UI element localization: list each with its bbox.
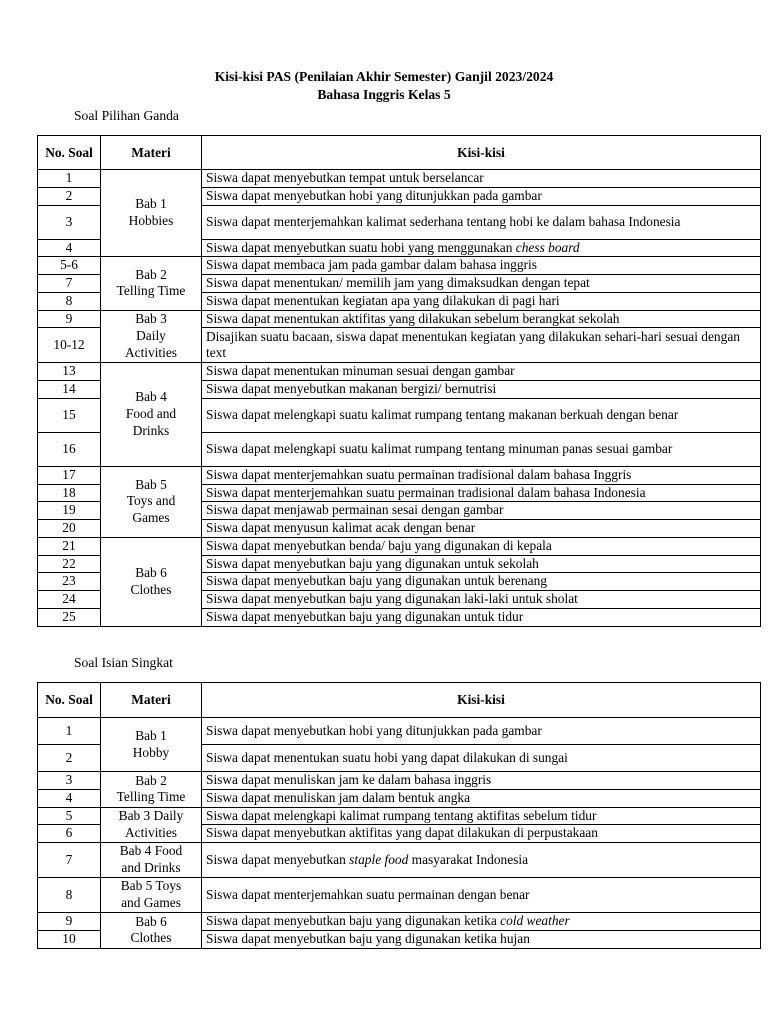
materi-line: Bab 3	[135, 311, 167, 327]
materi-line: Clothes	[130, 581, 172, 597]
cell-no-soal: 17	[38, 466, 101, 484]
kisi-text: Siswa dapat menyebutkan hobi yang ditunjukkan pada gambar	[206, 722, 542, 738]
kisi-text: Siswa dapat menentukan suatu hobi yang dapat dilakukan di sungai	[206, 749, 568, 765]
kisi-text: Siswa dapat menyebutkan hobi yang ditunjukkan pada gambar	[206, 187, 542, 203]
cell-kisi-kisi	[202, 257, 761, 275]
cell-kisi-kisi	[202, 555, 761, 573]
materi-line: Bab 2	[135, 772, 167, 788]
cell-kisi-kisi	[202, 292, 761, 310]
cell-materi	[101, 310, 202, 363]
kisi-text: Siswa dapat menyebutkan suatu hobi yang menggunakan	[206, 239, 516, 255]
materi-line: Hobbies	[128, 213, 174, 229]
kisi-text: Siswa dapat menuliskan jam dalam bentuk angka	[206, 789, 471, 805]
materi-line: Bab 4	[135, 389, 167, 405]
cell-no-soal: 14	[38, 381, 101, 399]
cell-no-soal: 4	[38, 789, 101, 807]
header-kisi-kisi: Kisi-kisi	[202, 683, 761, 718]
kisi-text: Siswa dapat menentukan/ memilih jam yang dimaksudkan dengan tepat	[206, 275, 590, 291]
materi-line: Hobby	[132, 744, 170, 760]
header-no-soal: No. Soal	[38, 683, 101, 718]
cell-kisi-kisi	[202, 608, 761, 626]
cell-kisi-kisi	[202, 363, 761, 381]
header-materi: Materi	[101, 136, 202, 170]
cell-kisi-kisi	[202, 591, 761, 609]
table-row	[38, 257, 761, 275]
cell-no-soal: 15	[38, 398, 101, 432]
materi-line: Bab 2	[135, 266, 167, 282]
cell-kisi-kisi	[202, 913, 761, 931]
cell-kisi-kisi	[202, 484, 761, 502]
kisi-italic-term: staple food	[349, 851, 409, 867]
cell-kisi-kisi	[202, 205, 761, 239]
cell-no-soal: 7	[38, 843, 101, 878]
cell-no-soal: 2	[38, 745, 101, 772]
kisi-text: Siswa dapat menentukan minuman sesuai dengan gambar	[206, 363, 515, 379]
section-label-isian-singkat: Soal Isian Singkat	[74, 655, 173, 670]
cell-no-soal: 9	[38, 310, 101, 328]
cell-no-soal: 8	[38, 878, 101, 913]
table-row	[38, 878, 761, 913]
cell-materi	[101, 718, 202, 772]
kisi-text: Siswa dapat menterjemahkan suatu permainan dengan benar	[206, 886, 530, 902]
table-header-row	[38, 136, 761, 170]
kisi-text: Siswa dapat melengkapi suatu kalimat rumpang tentang minuman panas sesuai gambar	[206, 441, 673, 457]
kisi-text: Siswa dapat menyebutkan baju yang digunakan ketika	[206, 913, 501, 929]
cell-kisi-kisi	[202, 520, 761, 538]
table-row	[38, 913, 761, 931]
table-pilihan-ganda	[37, 135, 761, 627]
materi-line: Bab 1	[135, 727, 167, 743]
cell-no-soal: 19	[38, 502, 101, 520]
kisi-text: Siswa dapat menyebutkan makanan bergizi/ bernutrisi	[206, 381, 497, 397]
materi-line: Bab 6	[135, 564, 167, 580]
materi-line: Activities	[124, 344, 178, 360]
cell-kisi-kisi	[202, 310, 761, 328]
document-title: Kisi-kisi PAS (Penilaian Akhir Semester) Ganjil 2023/2024	[214, 69, 554, 84]
table-row	[38, 170, 761, 188]
kisi-text: Siswa dapat menentukan kegiatan apa yang dilakukan di pagi hari	[206, 292, 560, 308]
cell-materi	[101, 537, 202, 626]
cell-materi	[101, 913, 202, 949]
cell-kisi-kisi	[202, 502, 761, 520]
kisi-text: masyarakat Indonesia	[408, 851, 529, 867]
materi-line: Bab 5 Toys	[120, 878, 182, 894]
materi-line: and Drinks	[121, 860, 181, 875]
cell-kisi-kisi	[202, 825, 761, 843]
materi-line: Games	[132, 510, 170, 526]
cell-materi	[101, 466, 202, 537]
cell-no-soal: 3	[38, 205, 101, 239]
cell-kisi-kisi	[202, 381, 761, 399]
materi-line: Daily	[136, 328, 166, 343]
cell-kisi-kisi	[202, 843, 761, 878]
cell-materi	[101, 843, 202, 878]
cell-no-soal: 5-6	[38, 257, 101, 275]
cell-materi	[101, 878, 202, 913]
kisi-text: Siswa dapat menyebutkan baju yang digunakan laki-laki untuk sholat	[206, 591, 578, 607]
cell-no-soal: 10	[38, 930, 101, 948]
kisi-italic-term: chess board	[515, 239, 580, 255]
materi-line: Telling Time	[116, 283, 186, 299]
kisi-text: Siswa dapat menyebutkan aktifitas yang dapat dilakukan di perpustakaan	[206, 825, 598, 841]
table-row	[38, 310, 761, 328]
cell-kisi-kisi	[202, 275, 761, 293]
header-materi: Materi	[101, 683, 202, 718]
kisi-text: Siswa dapat menyebutkan baju yang digunakan ketika hujan	[206, 930, 530, 946]
materi-line: Food and	[125, 406, 177, 422]
cell-kisi-kisi	[202, 187, 761, 205]
kisi-italic-term: cold weather	[500, 913, 570, 929]
cell-no-soal: 7	[38, 275, 101, 293]
materi-line: Toys and	[126, 493, 176, 509]
cell-no-soal: 25	[38, 608, 101, 626]
kisi-text: Siswa dapat menyebutkan baju yang digunakan untuk sekolah	[206, 555, 539, 571]
header-no-soal: No. Soal	[38, 136, 101, 170]
cell-no-soal: 20	[38, 520, 101, 538]
materi-line: Activities	[124, 824, 178, 840]
cell-kisi-kisi	[202, 573, 761, 591]
cell-no-soal: 3	[38, 772, 101, 790]
cell-no-soal: 22	[38, 555, 101, 573]
cell-kisi-kisi	[202, 170, 761, 188]
cell-no-soal: 2	[38, 187, 101, 205]
materi-line: Drinks	[132, 422, 170, 438]
cell-kisi-kisi	[202, 239, 761, 257]
kisi-text: Disajikan suatu bacaan, siswa dapat menentukan kegiatan yang dilakukan sehari-hari sesuai dengan text	[206, 328, 740, 361]
cell-kisi-kisi	[202, 807, 761, 825]
materi-line: Bab 6	[135, 913, 167, 929]
kisi-text: Siswa dapat menjawab permainan sesai dengan gambar	[206, 502, 504, 518]
materi-line: Bab 1	[135, 196, 167, 212]
cell-no-soal: 8	[38, 292, 101, 310]
cell-kisi-kisi	[202, 878, 761, 913]
kisi-text: Siswa dapat menentukan aktifitas yang dilakukan sebelum berangkat sekolah	[206, 310, 620, 326]
kisi-text: Siswa dapat menterjemahkan kalimat sederhana tentang hobi ke dalam bahasa Indonesia	[206, 213, 681, 229]
kisi-text: Siswa dapat membaca jam pada gambar dalam bahasa inggris	[206, 257, 537, 273]
kisi-text: Siswa dapat menyebutkan benda/ baju yang digunakan di kepala	[206, 537, 552, 553]
table-row	[38, 843, 761, 878]
kisi-text: Siswa dapat menyebutkan tempat untuk berselancar	[206, 170, 484, 186]
table-row	[38, 807, 761, 825]
materi-line: and Games	[121, 895, 181, 910]
materi-line: Bab 5	[135, 476, 167, 492]
cell-materi	[101, 257, 202, 310]
table-row	[38, 537, 761, 555]
cell-kisi-kisi	[202, 537, 761, 555]
cell-materi	[101, 363, 202, 467]
cell-no-soal: 13	[38, 363, 101, 381]
cell-no-soal: 4	[38, 239, 101, 257]
table-row	[38, 466, 761, 484]
cell-kisi-kisi	[202, 328, 761, 363]
section-label-pilihan-ganda: Soal Pilihan Ganda	[74, 108, 179, 123]
cell-no-soal: 1	[38, 718, 101, 745]
cell-no-soal: 1	[38, 170, 101, 188]
kisi-text: Siswa dapat melengkapi kalimat rumpang tentang aktifitas sebelum tidur	[206, 807, 597, 823]
cell-materi	[101, 772, 202, 808]
cell-no-soal: 6	[38, 825, 101, 843]
kisi-text: Siswa dapat menyusun kalimat acak dengan benar	[206, 520, 476, 536]
materi-line: Bab 3 Daily	[118, 808, 184, 823]
kisi-text: Siswa dapat menterjemahkan suatu permainan tradisional dalam bahasa Indonesia	[206, 484, 646, 500]
kisi-text: Siswa dapat menyebutkan	[206, 851, 350, 867]
cell-kisi-kisi	[202, 930, 761, 948]
kisi-text: Siswa dapat melengkapi suatu kalimat rumpang tentang makanan berkuah dengan benar	[206, 407, 679, 423]
materi-line: Bab 4 Food	[119, 843, 183, 859]
table-header-row	[38, 683, 761, 718]
document-subtitle: Bahasa Inggris Kelas 5	[317, 87, 451, 102]
kisi-text: Siswa dapat menuliskan jam ke dalam bahasa inggris	[206, 772, 492, 788]
cell-no-soal: 18	[38, 484, 101, 502]
cell-kisi-kisi	[202, 718, 761, 745]
cell-no-soal: 16	[38, 432, 101, 466]
cell-kisi-kisi	[202, 432, 761, 466]
header-kisi-kisi: Kisi-kisi	[202, 136, 761, 170]
kisi-text: Siswa dapat menterjemahkan suatu permainan tradisional dalam bahasa Inggris	[206, 466, 632, 482]
cell-no-soal: 23	[38, 573, 101, 591]
materi-line: Telling Time	[116, 789, 186, 805]
cell-kisi-kisi	[202, 466, 761, 484]
table-row	[38, 772, 761, 790]
cell-kisi-kisi	[202, 398, 761, 432]
cell-kisi-kisi	[202, 772, 761, 790]
cell-materi	[101, 170, 202, 257]
cell-no-soal: 10-12	[38, 328, 101, 363]
kisi-text: Siswa dapat menyebutkan baju yang digunakan untuk berenang	[206, 573, 547, 589]
kisi-text: Siswa dapat menyebutkan baju yang digunakan untuk tidur	[206, 608, 524, 624]
table-row	[38, 363, 761, 381]
cell-no-soal: 5	[38, 807, 101, 825]
cell-kisi-kisi	[202, 745, 761, 772]
table-row	[38, 718, 761, 745]
cell-materi	[101, 807, 202, 843]
cell-kisi-kisi	[202, 789, 761, 807]
cell-no-soal: 9	[38, 913, 101, 931]
table-isian-singkat	[37, 682, 761, 949]
cell-no-soal: 24	[38, 591, 101, 609]
cell-no-soal: 21	[38, 537, 101, 555]
materi-line: Clothes	[130, 930, 172, 946]
